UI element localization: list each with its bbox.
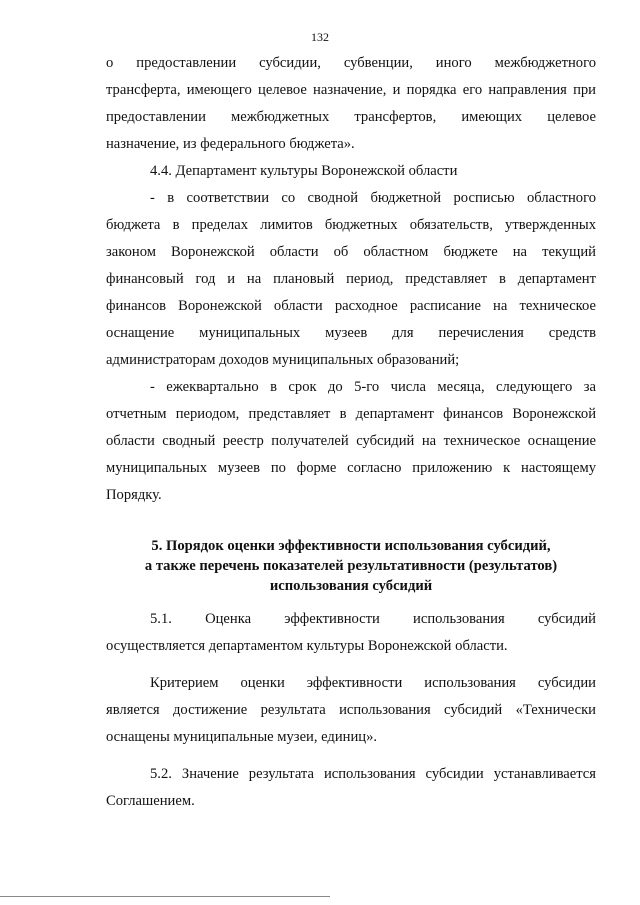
text-line: оснащены муниципальные музеи, единиц». bbox=[106, 729, 378, 745]
text-line: области сводный реестр получателей субсидий на техническое оснащение bbox=[106, 433, 596, 449]
text-line: о предоставлении субсидии, субвенции, иного межбюджетного bbox=[106, 55, 596, 71]
text-line: финансов Воронежской области расходное расписание на техническое bbox=[106, 298, 596, 314]
text-line: финансовый год и на плановый период, представляет в департамент bbox=[106, 271, 596, 287]
heading-line: использования субсидий bbox=[269, 578, 433, 594]
text-line: муниципальных музеев по форме согласно приложению к настоящему bbox=[106, 460, 596, 476]
text-line: оснащение муниципальных музеев для перечисления средств bbox=[106, 325, 596, 341]
text-line: 5.1. Оценка эффективности использования субсидий bbox=[150, 611, 596, 627]
text-line: осуществляется департаментом культуры Воронежской области. bbox=[106, 638, 508, 654]
text-line: Порядку. bbox=[106, 487, 162, 503]
text-line: Соглашением. bbox=[106, 793, 195, 809]
text-line: - ежеквартально в срок до 5-го числа месяца, следующего за bbox=[150, 379, 596, 395]
text-line: Критерием оценки эффективности использования субсидии bbox=[150, 675, 596, 691]
heading-line: 5. Порядок оценки эффективности использования субсидий, bbox=[151, 538, 551, 554]
text-line: законом Воронежской области об областном бюджете на текущий bbox=[106, 244, 596, 260]
document-body bbox=[106, 50, 596, 815]
text-line: отчетным периодом, представляет в департамент финансов Воронежской bbox=[106, 406, 596, 422]
text-line: является достижение результата использования субсидий «Технически bbox=[106, 702, 596, 718]
section-5-heading bbox=[106, 536, 596, 596]
text-line: бюджета в пределах лимитов бюджетных обязательств, утвержденных bbox=[106, 217, 596, 233]
scan-edge-line bbox=[0, 896, 330, 897]
text-line: назначение, из федерального бюджета». bbox=[106, 136, 355, 152]
text-line: администраторам доходов муниципальных образований; bbox=[106, 352, 460, 368]
clause-4-4-title: 4.4. Департамент культуры Воронежской области bbox=[150, 163, 458, 179]
text-line: 5.2. Значение результата использования субсидии устанавливается bbox=[150, 766, 596, 782]
text-line: трансферта, имеющего целевое назначение, и порядка его направления при bbox=[106, 82, 596, 98]
text-line: предоставлении межбюджетных трансфертов, имеющих целевое bbox=[106, 109, 596, 125]
page-number: 132 bbox=[311, 30, 329, 44]
text-line: - в соответствии со сводной бюджетной росписью областного bbox=[150, 190, 596, 206]
heading-line: а также перечень показателей результативности (результатов) bbox=[144, 558, 558, 574]
